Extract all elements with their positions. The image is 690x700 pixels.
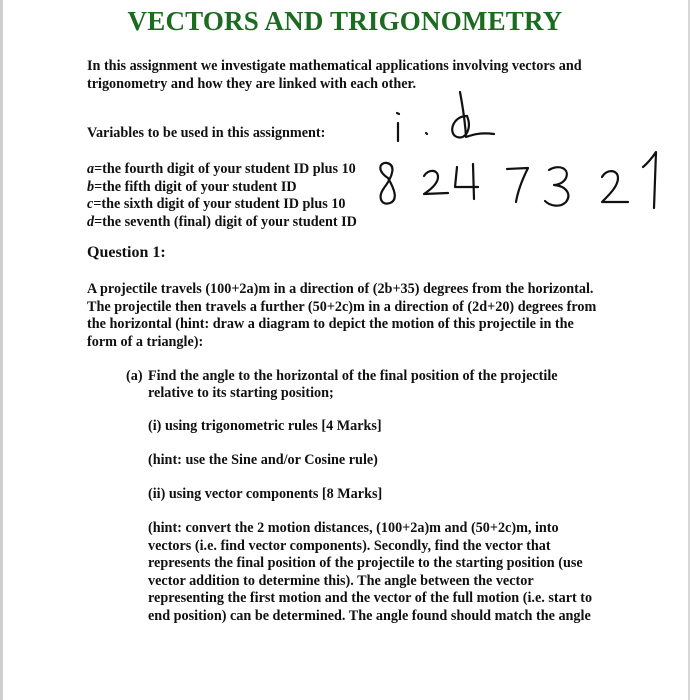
hand-i-dot [397, 113, 399, 114]
question-text: A projectile travels (100+2a)m in a direction of (2b+35) degrees from the horizontal. The projectile then travels a further (50+2c)m in a direction of (2d+20) degrees from the horizontal (hint: draw a diagram to depict the motion of this projectile in the form of a triangle): [87, 281, 597, 350]
handwritten-student-id [360, 90, 680, 230]
hand-digit-4 [455, 164, 478, 199]
part-ii: (ii) using vector components [8 Marks] [148, 486, 383, 502]
question-heading: Question 1: [87, 244, 166, 261]
hand-digit-2-a [424, 171, 448, 194]
hand-period [426, 133, 427, 134]
hand-digit-7 [507, 168, 528, 202]
variable-definition: =the fourth digit of your student ID plus 10 [94, 161, 356, 177]
hand-d-stem [460, 92, 494, 137]
page-edge-left [0, 0, 3, 700]
part-i: (i) using trigonometric rules [4 Marks] [148, 418, 382, 434]
variable-symbol: d [87, 213, 95, 230]
page-title: VECTORS AND TRIGONOMETRY [127, 6, 563, 36]
variable-definition: =the fifth digit of your student ID [94, 178, 297, 195]
hint-i: (hint: use the Sine and/or Cosine rule) [148, 452, 378, 468]
part-a [126, 368, 596, 402]
variable-symbol: a [87, 161, 95, 177]
variable-definition: =the seventh (final) digit of your student ID [94, 213, 357, 230]
hand-digit-2-b [602, 171, 628, 202]
variable-definition: =the sixth digit of your student ID plus 10 [93, 196, 346, 212]
variable-symbol: c [87, 196, 94, 212]
hand-digit-3 [545, 167, 568, 206]
variable-symbol: b [87, 178, 95, 195]
variable-b [87, 179, 387, 197]
part-a-label: (a) [126, 368, 143, 384]
variables-list [87, 161, 387, 231]
hand-digit-8 [380, 163, 394, 204]
part-a-text: Find the angle to the horizontal of the final position of the projectile relative to its starting position; [148, 368, 558, 401]
variable-d [87, 214, 387, 232]
variable-c [87, 196, 387, 214]
variable-a [87, 161, 387, 179]
hand-digit-1 [643, 152, 656, 208]
hint-ii: (hint: convert the 2 motion distances, (100+2a)m and (50+2c)m, into vectors (i.e. find vector components). Secondly, find the vector that represents the final position of the projectile to the starting position (use vector addition to determine this). The angle between the vector representing the first motion and the vector of the full motion (i.e. start to end position) can be determined. The angle found should match the angle [148, 520, 593, 624]
variables-heading: Variables to be used in this assignment: [87, 125, 326, 141]
intro-paragraph: In this assignment we investigate mathematical applications involving vectors and trigonometry and how they are linked with each other. [87, 58, 582, 92]
